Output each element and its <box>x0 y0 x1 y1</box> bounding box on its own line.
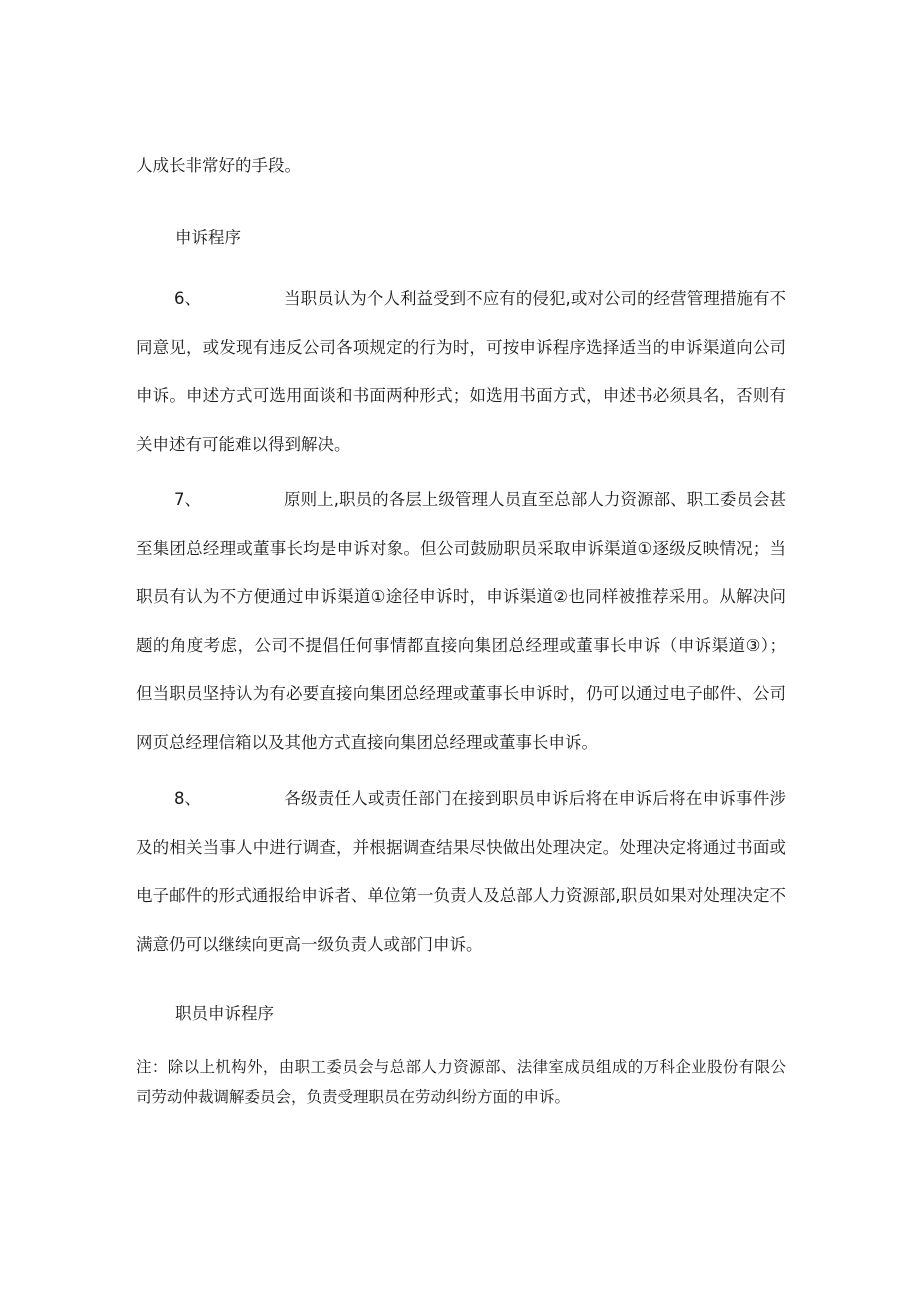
note-text: 注：除以上机构外，由职工委员会与总部人力资源部、法律室成员组成的万科企业股份有限公司劳动仲裁调解委员会，负责受理职员在劳动纠纷方面的申诉。 <box>136 1058 786 1106</box>
item-text: 当职员认为个人利益受到不应有的侵犯,或对公司的经营管理措施有不同意见，或发现有违反公司各项规定的行为时，可按申诉程序选择适当的申诉渠道向公司申诉。申述方式可选用面谈和书面两种形式；如选用书面方式，申述书必须具名，否则有关申述有可能难以得到解决。 <box>136 289 786 454</box>
section-heading-employee-appeal-procedure: 职员申诉程序 <box>175 1004 274 1023</box>
paragraph-item-7 <box>136 476 786 767</box>
item-text: 原则上,职员的各层上级管理人员直至总部人力资源部、职工委员会甚至集团总经理或董事长均是申诉对象。但公司鼓励职员采取申诉渠道①逐级反映情况；当职员有认为不方便通过申诉渠道①途径申诉时，申诉渠道②也同样被推荐采用。从解决问题的角度考虑，公司不提倡任何事情都直接向集团总经理或董事长申诉（申诉渠道③）；但当职员坚持认为有必要直接向集团总经理或董事长申诉时，仍可以通过电子邮件、公司网页总经理信箱以及其他方式直接向集团总经理或董事长申诉。 <box>136 490 786 752</box>
paragraph-item-6 <box>136 275 786 469</box>
item-text: 各级责任人或责任部门在接到职员申诉后将在申诉后将在申诉事件涉及的相关当事人中进行调查，并根据调查结果尽快做出处理决定。处理决定将通过书面或电子邮件的形式通报给申诉者、单位第一负责人及总部人力资源部,职员如果对处理决定不满意仍可以继续向更高一级负责人或部门申诉。 <box>136 789 786 954</box>
item-number: 8、 <box>174 789 201 808</box>
item-number: 6、 <box>174 289 201 308</box>
section-heading-appeal-procedure: 申诉程序 <box>175 228 241 247</box>
intro-tail-text: 人成长非常好的手段。 <box>136 156 301 175</box>
item-number: 7、 <box>174 490 201 509</box>
paragraph-item-8 <box>136 775 786 969</box>
